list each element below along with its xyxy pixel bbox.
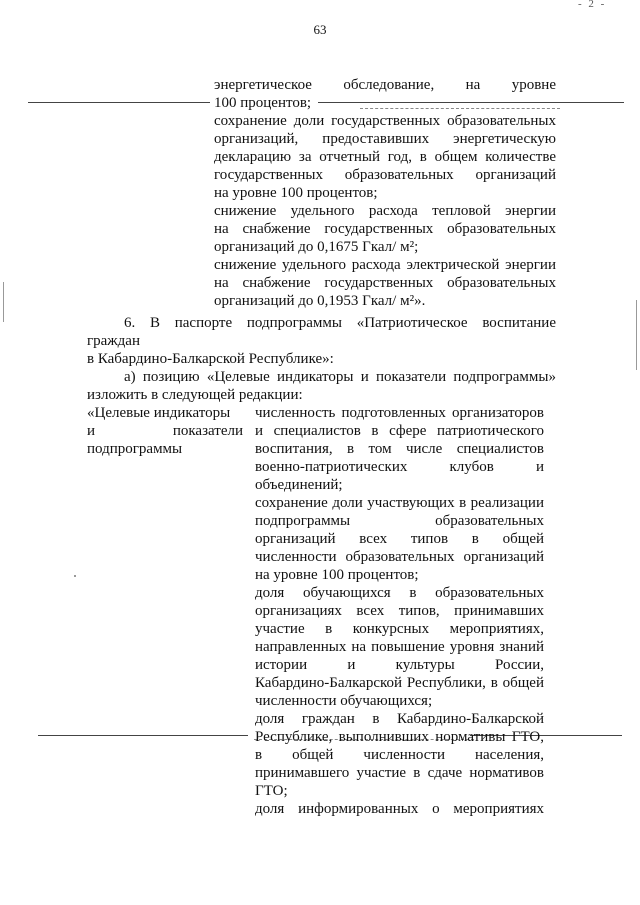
block1-line-2: 100 процентов; <box>214 95 312 111</box>
scan-rule-top-dash <box>360 108 560 109</box>
table-left-line-3: подпрограммы <box>87 441 183 457</box>
scan-edge-left <box>3 282 4 322</box>
table-left-line-1: «Целевые индикаторы <box>87 405 231 421</box>
scan-rule-top-right <box>318 102 624 103</box>
corner-mark: - 2 - <box>578 0 607 10</box>
item6-line-4: а) позицию «Целевые индикаторы и показатели подпрограммы» <box>124 369 556 385</box>
block1-line-12: на снабжение государственных образовательных <box>214 275 556 291</box>
item6-line-3: в Кабардино-Балкарской Республике»: <box>87 351 334 367</box>
block1-line-10: организаций до 0,1675 Гкал/ м²; <box>214 239 419 255</box>
item6-line-1: 6. В паспорте подпрограммы «Патриотическое воспитание <box>124 315 556 331</box>
block1-line-11: снижение удельного расхода электрической энергии <box>214 257 556 273</box>
table-right-line-12: организациях всех типов, принимавших <box>255 603 544 619</box>
block1-line-8: снижение удельного расхода тепловой энергии <box>214 203 556 219</box>
table-right-line-14: направленных на повышение уровня знаний <box>255 639 544 655</box>
table-right-line-10: на уровне 100 процентов; <box>255 567 419 583</box>
table-right-line-17: численности обучающихся; <box>255 693 433 709</box>
block1-line-7: на уровне 100 процентов; <box>214 185 378 201</box>
table-right-line-6: сохранение доли участвующих в реализации <box>255 495 544 511</box>
table-right-line-11: доля обучающихся в образовательных <box>255 585 544 601</box>
table-right-line-21: принимавшего участие в сдаче нормативов <box>255 765 544 781</box>
table-right-line-2: и специалистов в сфере патриотического <box>255 423 544 439</box>
scan-edge-right <box>636 300 637 370</box>
block1-line-9: на снабжение государственных образовательных <box>214 221 556 237</box>
scan-dot <box>74 575 76 577</box>
table-right-line-23: доля информированных о мероприятиях <box>255 801 544 817</box>
table-right-line-15: истории и культуры России, <box>255 657 544 673</box>
table-right-line-9: численности образовательных организаций <box>255 549 544 565</box>
table-left-line-2: и показатели <box>87 423 243 439</box>
block1-line-4: организаций, предоставивших энергетическую <box>214 131 556 147</box>
table-right-line-8: организаций всех типов в общей <box>255 531 544 547</box>
table-right-line-1: численность подготовленных организаторов <box>255 405 544 421</box>
scan-rule-top <box>28 102 210 103</box>
block1-line-13: организаций до 0,1953 Гкал/ м²». <box>214 293 426 309</box>
block1-line-1: энергетическое обследование, на уровне <box>214 77 556 93</box>
block1-line-6: государственных образовательных организаций <box>214 167 556 183</box>
table-right-line-20: в общей численности населения, <box>255 747 544 763</box>
item6-line-2: граждан <box>87 333 140 349</box>
scan-rule-bottom <box>38 735 248 736</box>
table-right-line-13: участие в конкурсных мероприятиях, <box>255 621 544 637</box>
table-right-line-4: военно-патриотических клубов и <box>255 459 544 475</box>
block1-line-3: сохранение доли государственных образовательных <box>214 113 556 129</box>
page-number: 63 <box>313 22 327 37</box>
block1-line-5: декларацию за отчетный год, в общем количестве <box>214 149 556 165</box>
table-right-line-19: Республике, выполнивших нормативы ГТО, <box>255 729 544 745</box>
table-right-line-16: Кабардино-Балкарской Республики, в общей <box>255 675 544 691</box>
table-right-line-18: доля граждан в Кабардино-Балкарской <box>255 711 544 727</box>
table-right-line-5: объединений; <box>255 477 343 493</box>
table-right-line-3: воспитания, в том числе специалистов <box>255 441 544 457</box>
item6-line-5: изложить в следующей редакции: <box>87 387 303 403</box>
table-right-line-7: подпрограммы образовательных <box>255 513 544 529</box>
table-right-line-22: ГТО; <box>255 783 288 799</box>
